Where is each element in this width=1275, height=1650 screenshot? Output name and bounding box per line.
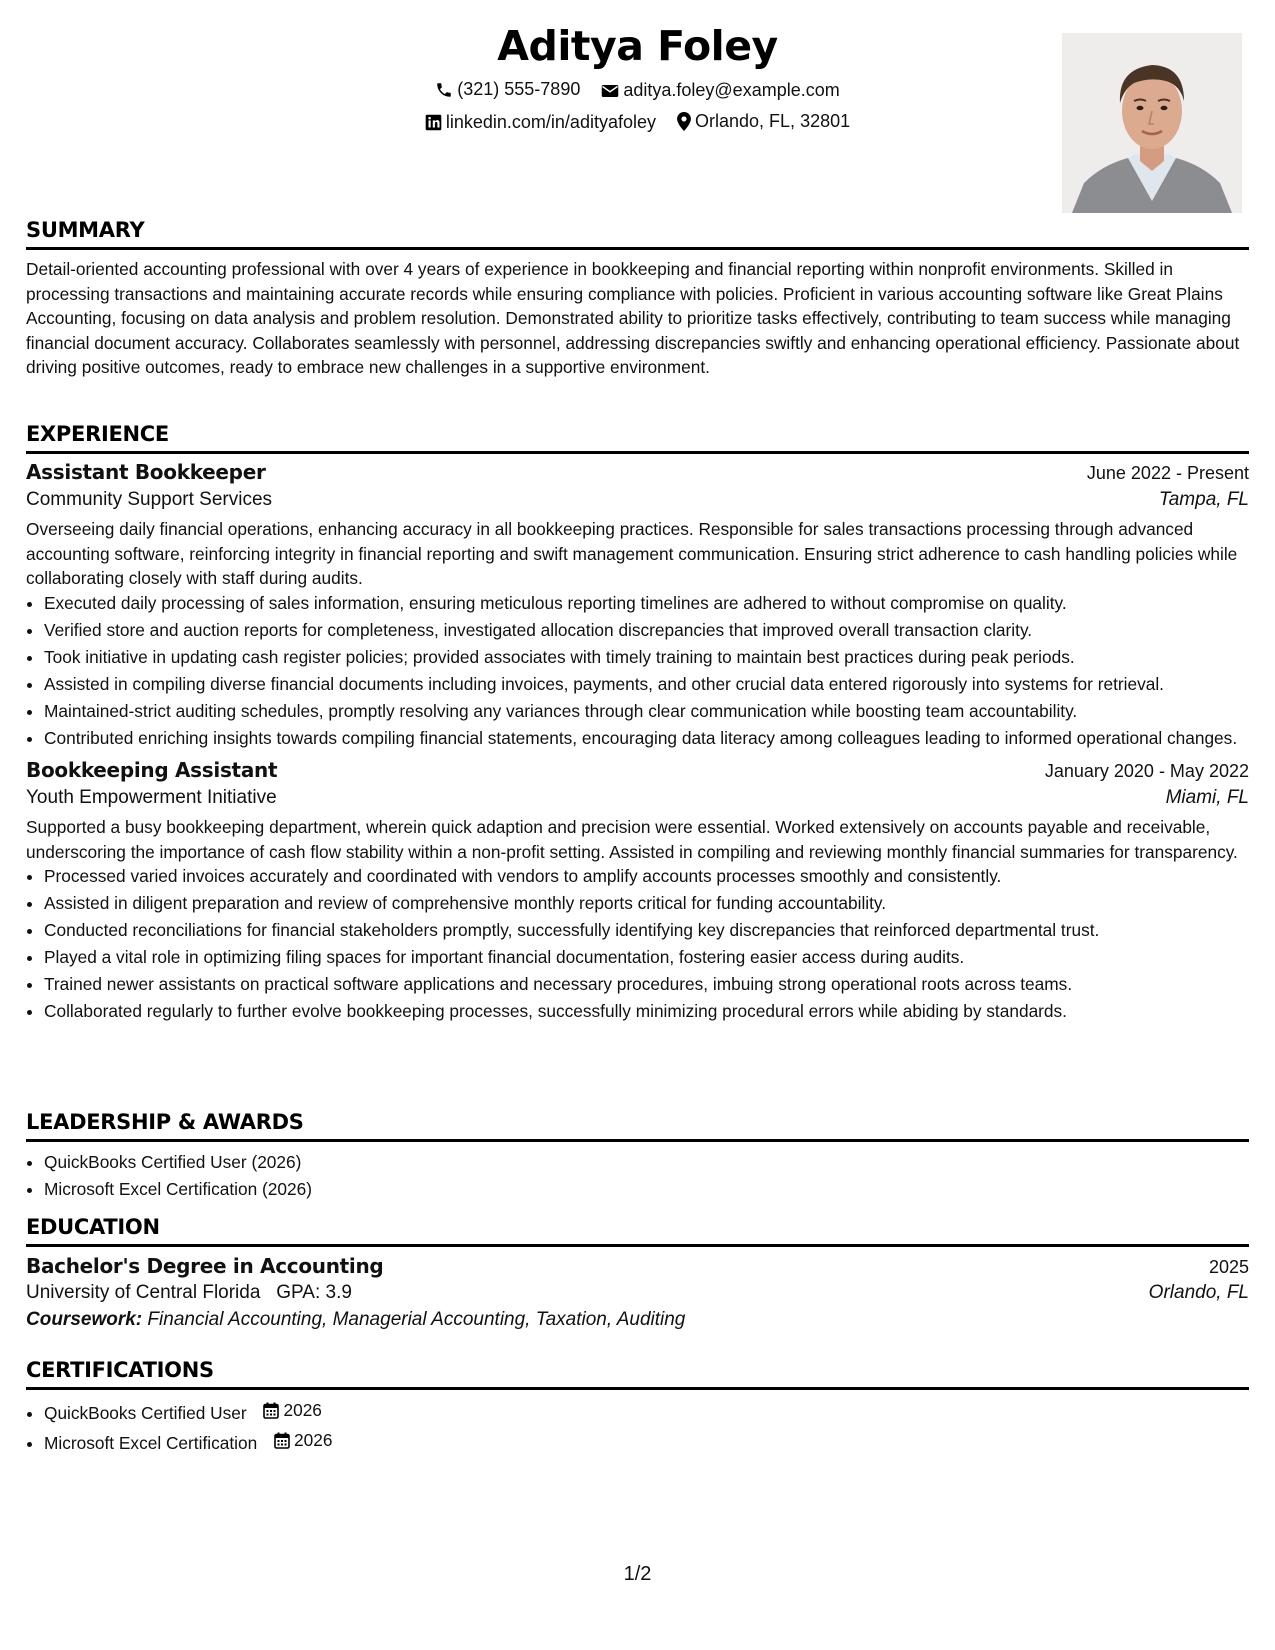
section-title-experience: EXPERIENCE xyxy=(26,422,1249,454)
education-section xyxy=(26,1215,1249,1331)
location-text: Orlando, FL, 32801 xyxy=(695,111,851,131)
list-item: • Took initiative in updating cash register policies; provided associates with timely training to maintain best practices during peak periods. xyxy=(44,645,1249,670)
experience-section xyxy=(26,422,1249,1026)
job-bullets xyxy=(26,591,1249,751)
linkedin-icon xyxy=(425,114,442,131)
linkedin-text[interactable]: linkedin.com/in/adityafoley xyxy=(445,112,656,132)
school-location: Orlando, FL xyxy=(1148,1282,1249,1303)
job-organization: Community Support Services xyxy=(26,489,273,510)
phone-text: (321) 555-7890 xyxy=(457,79,581,99)
job-title: Assistant Bookkeeper xyxy=(26,460,266,484)
list-item: • Played a vital role in optimizing filing spaces for important financial documentation, fostering easier access during audits. xyxy=(44,945,1249,970)
phone-icon xyxy=(435,81,453,99)
page-number: 1/2 xyxy=(623,1563,652,1585)
list-item: • Trained newer assistants on practical software applications and necessary procedures, imbuing strong operational roots across teams. xyxy=(44,972,1249,997)
coursework-list: Financial Accounting, Managerial Accounting, Taxation, Auditing xyxy=(147,1309,686,1330)
coursework xyxy=(26,1309,1249,1331)
gpa: GPA: 3.9 xyxy=(276,1282,352,1303)
list-item: • Executed daily processing of sales information, ensuring meticulous reporting timelines are adhered to without compromise on quality. xyxy=(44,591,1249,616)
school-info xyxy=(26,1282,352,1304)
leadership-section xyxy=(26,1110,1249,1204)
calendar-icon xyxy=(263,1402,279,1419)
list-item: • Processed varied invoices accurately and coordinated with vendors to amplify accounts processes smoothly and consistently. xyxy=(44,864,1249,889)
list-item: • Assisted in compiling diverse financial documents including invoices, payments, and other crucial data entered rigorously into systems for retrieval. xyxy=(44,672,1249,697)
list-item: • Collaborated regularly to further evolve bookkeeping processes, successfully minimizing procedural errors while abiding by standards. xyxy=(44,999,1249,1024)
job-org-row xyxy=(26,489,1249,511)
cert-date xyxy=(263,1398,321,1423)
cert-name: Microsoft Excel Certification xyxy=(44,1432,258,1453)
job-dates: January 2020 - May 2022 xyxy=(1044,761,1249,781)
leadership-list xyxy=(26,1150,1249,1202)
school-name: University of Central Florida xyxy=(26,1282,261,1303)
cert-year: 2026 xyxy=(283,1400,322,1420)
coursework-label: Coursework: xyxy=(26,1309,143,1330)
linkedin-contact[interactable] xyxy=(425,112,656,133)
job-description: Supported a busy bookkeeping department, wherein quick adaption and precision were essential. Worked extensively on accounts payable and receivable, underscoring the importance of cash flow stability within a non-profit setting. Assisted in compiling and reviewing monthly financial summaries for transparency. xyxy=(26,817,1238,862)
job-entry xyxy=(26,758,1249,1024)
job-bullets xyxy=(26,864,1249,1024)
graduation-year: 2025 xyxy=(1208,1257,1249,1277)
resume-header xyxy=(26,0,1249,220)
candidate-name: Aditya Foley xyxy=(497,22,778,70)
job-title: Bookkeeping Assistant xyxy=(26,758,278,782)
list-item xyxy=(44,1398,1249,1425)
email-text[interactable]: aditya.foley@example.com xyxy=(623,80,840,100)
section-title-certifications: CERTIFICATIONS xyxy=(26,1358,1249,1390)
cert-name: QuickBooks Certified User xyxy=(44,1402,247,1423)
list-item: • Assisted in diligent preparation and review of comprehensive monthly reports critical for funding accountability. xyxy=(44,891,1249,916)
job-description: Overseeing daily financial operations, enhancing accuracy in all bookkeeping practices. Responsible for sales transactions processing through advanced accounting software, reinforcing integrity in financial reporting and swift management communication. Ensuring strict adherence to cash handling policies while collaborating closely with staff during audits. xyxy=(26,519,1238,588)
job-header-row xyxy=(26,460,1249,484)
envelope-icon xyxy=(601,83,619,99)
location-contact xyxy=(677,111,850,132)
list-item: • Verified store and auction reports for completeness, investigated allocation discrepancies that improved overall transaction clarity. xyxy=(44,618,1249,643)
list-item: • Maintained-strict auditing schedules, promptly resolving any variances through clear communication while boosting team accountability. xyxy=(44,699,1249,724)
resume-page xyxy=(26,0,1249,1650)
portrait-image xyxy=(1062,33,1242,213)
profile-photo xyxy=(1062,33,1242,213)
summary-text: Detail-oriented accounting professional with over 4 years of experience in bookkeeping and financial reporting within nonprofit environments. Skilled in processing transactions and maintaining accurate records while ensuring compliance with policies. Proficient in various accounting software like Great Plains Accounting, focusing on data analysis and problem resolution. Demonstrated ability to prioritize tasks effectively, contributing to team success while managing financial document accuracy. Collaborates seamlessly with personnel, addressing discrepancies swiftly and enhancing operational efficiency. Passionate about driving positive outcomes, ready to embrace new challenges in a supportive environment. xyxy=(26,259,1240,377)
job-organization: Youth Empowerment Initiative xyxy=(26,787,277,808)
job-location: Miami, FL xyxy=(1165,787,1249,808)
job-entry xyxy=(26,460,1249,750)
summary-section xyxy=(26,218,1249,380)
calendar-icon xyxy=(274,1432,290,1449)
cert-date xyxy=(274,1428,332,1453)
list-item: • Conducted reconciliations for financial stakeholders promptly, successfully identifying key discrepancies that reinforced departmental trust. xyxy=(44,918,1249,943)
degree-row xyxy=(26,1254,1249,1278)
list-item xyxy=(44,1428,1249,1455)
list-item: • Microsoft Excel Certification (2026) xyxy=(44,1177,1249,1202)
job-location: Tampa, FL xyxy=(1158,489,1249,510)
certifications-section xyxy=(26,1358,1249,1458)
school-row xyxy=(26,1282,1249,1304)
cert-year: 2026 xyxy=(294,1429,333,1450)
section-title-leadership: LEADERSHIP & AWARDS xyxy=(26,1110,1249,1142)
job-org-row xyxy=(26,787,1249,809)
email-contact[interactable] xyxy=(601,80,839,101)
map-pin-icon xyxy=(677,112,691,131)
list-item: • QuickBooks Certified User (2026) xyxy=(44,1150,1249,1175)
phone-contact xyxy=(435,79,580,100)
section-title-summary: SUMMARY xyxy=(26,218,1249,250)
job-header-row xyxy=(26,758,1249,782)
degree-title: Bachelor's Degree in Accounting xyxy=(26,1254,384,1278)
section-title-education: EDUCATION xyxy=(26,1215,1249,1247)
job-dates: June 2022 - Present xyxy=(1086,463,1249,483)
list-item: • Contributed enriching insights towards compiling financial statements, encouraging data literacy among colleagues leading to informed operational changes. xyxy=(44,726,1249,751)
certifications-list xyxy=(26,1398,1249,1455)
